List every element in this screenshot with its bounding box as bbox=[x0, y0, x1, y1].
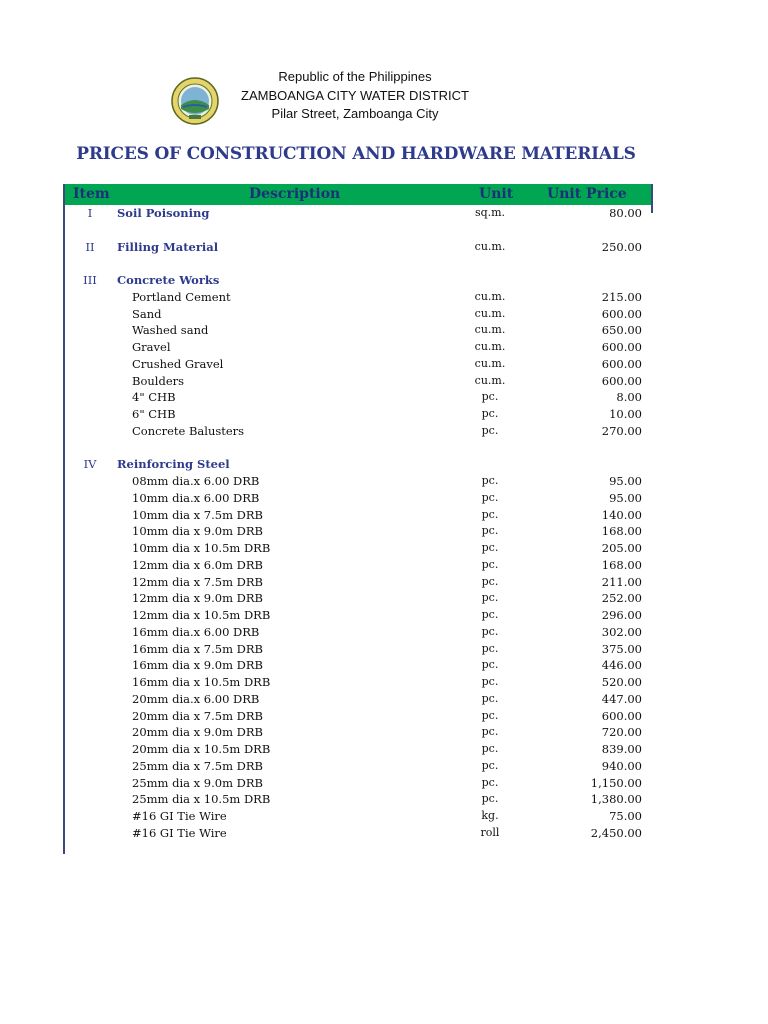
item-unit: pc. bbox=[481, 742, 499, 755]
item-description: Portland Cement bbox=[132, 289, 231, 304]
item-unit: cu.m. bbox=[474, 373, 506, 387]
item-number: II bbox=[85, 239, 95, 254]
item-price: 252.00 bbox=[601, 591, 642, 606]
header-description: Description bbox=[249, 186, 341, 202]
item-price: 215.00 bbox=[601, 289, 642, 304]
item-unit: pc. bbox=[481, 608, 499, 621]
item-description: 16mm dia x 9.0m DRB bbox=[132, 658, 263, 673]
item-description: Boulders bbox=[132, 373, 185, 388]
table-row bbox=[65, 825, 651, 842]
item-unit: pc. bbox=[481, 474, 499, 487]
table-row bbox=[65, 741, 651, 758]
item-description: 10mm dia x 10.5m DRB bbox=[132, 541, 271, 555]
item-price: 270.00 bbox=[601, 423, 642, 438]
item-description: 20mm dia.x 6.00 DRB bbox=[132, 691, 260, 706]
table-row bbox=[65, 557, 651, 574]
item-price: 600.00 bbox=[601, 356, 642, 371]
table-row bbox=[65, 322, 651, 339]
item-unit: pc. bbox=[481, 591, 499, 605]
item-unit: roll bbox=[480, 825, 500, 839]
header-unit: Unit bbox=[479, 186, 514, 202]
item-unit: pc. bbox=[481, 557, 499, 571]
header-unit-price: Unit Price bbox=[547, 186, 627, 202]
item-price: 600.00 bbox=[601, 708, 642, 723]
item-description: Filling Material bbox=[117, 239, 219, 254]
spacer-row bbox=[65, 440, 651, 457]
category-row bbox=[65, 456, 651, 473]
item-unit: cu.m. bbox=[474, 340, 506, 353]
table-row bbox=[65, 775, 651, 792]
item-description: 4" CHB bbox=[132, 390, 176, 405]
table-row bbox=[65, 691, 651, 708]
item-description: 20mm dia x 7.5m DRB bbox=[132, 708, 263, 723]
item-price: 600.00 bbox=[601, 373, 642, 388]
item-unit: pc. bbox=[481, 725, 499, 739]
price-table bbox=[63, 184, 651, 854]
letterhead bbox=[0, 68, 768, 128]
category-row bbox=[65, 239, 651, 256]
item-unit: pc. bbox=[481, 775, 499, 789]
item-price: 211.00 bbox=[601, 574, 642, 589]
table-row bbox=[65, 758, 651, 775]
item-description: 16mm dia x 7.5m DRB bbox=[132, 641, 263, 656]
item-unit: kg. bbox=[481, 809, 499, 822]
item-price: 600.00 bbox=[601, 340, 642, 354]
table-row bbox=[65, 574, 651, 591]
item-price: 95.00 bbox=[609, 490, 642, 505]
item-price: 95.00 bbox=[609, 474, 642, 488]
item-description: 25mm dia x 10.5m DRB bbox=[132, 792, 271, 807]
table-row bbox=[65, 473, 651, 490]
item-number: III bbox=[83, 273, 97, 287]
item-price: 1,150.00 bbox=[590, 775, 642, 790]
item-price: 140.00 bbox=[601, 507, 642, 522]
item-unit: pc. bbox=[481, 708, 499, 722]
item-description: 16mm dia x 10.5m DRB bbox=[132, 675, 271, 689]
item-price: 839.00 bbox=[601, 742, 642, 756]
table-row bbox=[65, 373, 651, 390]
item-price: 205.00 bbox=[601, 541, 642, 555]
item-description: Soil Poisoning bbox=[117, 206, 210, 220]
table-row bbox=[65, 724, 651, 741]
item-price: 940.00 bbox=[601, 758, 642, 773]
table-row bbox=[65, 406, 651, 423]
item-unit: pc. bbox=[481, 658, 499, 672]
item-unit: pc. bbox=[481, 624, 499, 638]
table-row bbox=[65, 423, 651, 440]
item-unit: pc. bbox=[481, 490, 499, 504]
item-unit: pc. bbox=[481, 641, 499, 655]
item-unit: sq.m. bbox=[474, 206, 506, 219]
table-right-border bbox=[651, 184, 653, 213]
item-description: Concrete Balusters bbox=[132, 423, 245, 438]
item-unit: pc. bbox=[481, 524, 499, 538]
item-description: 10mm dia x 9.0m DRB bbox=[132, 524, 263, 539]
category-row bbox=[65, 205, 651, 222]
item-description: Reinforcing Steel bbox=[117, 457, 230, 472]
item-price: 168.00 bbox=[601, 557, 642, 572]
table-row bbox=[65, 289, 651, 306]
item-description: #16 GI Tie Wire bbox=[132, 809, 227, 823]
item-price: 8.00 bbox=[616, 390, 642, 405]
item-description: 20mm dia x 10.5m DRB bbox=[132, 742, 271, 756]
item-description: 10mm dia.x 6.00 DRB bbox=[132, 490, 260, 505]
item-price: 720.00 bbox=[601, 725, 642, 740]
table-row bbox=[65, 356, 651, 373]
item-price: 2,450.00 bbox=[590, 825, 642, 840]
item-price: 375.00 bbox=[601, 641, 642, 656]
item-price: 168.00 bbox=[601, 524, 642, 539]
table-row bbox=[65, 791, 651, 808]
item-unit: cu.m. bbox=[474, 356, 506, 370]
table-row bbox=[65, 389, 651, 406]
item-price: 520.00 bbox=[601, 675, 642, 689]
item-description: Concrete Works bbox=[117, 273, 220, 287]
item-price: 10.00 bbox=[609, 407, 642, 421]
item-price: 250.00 bbox=[601, 239, 642, 254]
table-header bbox=[65, 184, 651, 205]
zcwd-seal-icon bbox=[171, 77, 219, 125]
table-row bbox=[65, 657, 651, 674]
table-body bbox=[65, 205, 651, 842]
item-description: 25mm dia x 9.0m DRB bbox=[132, 775, 263, 790]
item-unit: pc. bbox=[481, 675, 499, 688]
item-description: 25mm dia x 7.5m DRB bbox=[132, 758, 263, 773]
table-row bbox=[65, 708, 651, 725]
item-price: 446.00 bbox=[601, 658, 642, 673]
item-description: Crushed Gravel bbox=[132, 356, 224, 371]
table-row bbox=[65, 507, 651, 524]
item-price: 447.00 bbox=[601, 691, 642, 706]
item-unit: cu.m. bbox=[474, 239, 506, 253]
table-row bbox=[65, 306, 651, 323]
item-unit: pc. bbox=[481, 390, 499, 404]
table-row bbox=[65, 808, 651, 825]
item-description: 6" CHB bbox=[132, 407, 176, 421]
item-description: 16mm dia.x 6.00 DRB bbox=[132, 624, 260, 639]
item-unit: cu.m. bbox=[474, 289, 506, 303]
item-price: 600.00 bbox=[601, 306, 642, 321]
item-description: #16 GI Tie Wire bbox=[132, 825, 227, 840]
item-unit: pc. bbox=[481, 407, 499, 420]
item-unit: pc. bbox=[481, 541, 499, 554]
table-row bbox=[65, 624, 651, 641]
table-row bbox=[65, 641, 651, 658]
header-republic: Republic of the Philippines bbox=[278, 69, 432, 84]
table-row bbox=[65, 540, 651, 557]
item-description: 12mm dia x 10.5m DRB bbox=[132, 608, 271, 622]
item-unit: pc. bbox=[481, 691, 499, 705]
item-description: Washed sand bbox=[132, 323, 209, 338]
table-row bbox=[65, 607, 651, 624]
item-unit: pc. bbox=[481, 423, 499, 437]
item-unit: cu.m. bbox=[474, 306, 506, 320]
table-row bbox=[65, 490, 651, 507]
item-unit: pc. bbox=[481, 792, 499, 806]
item-description: 10mm dia x 7.5m DRB bbox=[132, 507, 263, 522]
item-description: 20mm dia x 9.0m DRB bbox=[132, 725, 263, 740]
table-row bbox=[65, 339, 651, 356]
header-agency: ZAMBOANGA CITY WATER DISTRICT bbox=[241, 87, 469, 103]
item-description: 12mm dia x 6.0m DRB bbox=[132, 557, 263, 572]
item-unit: pc. bbox=[481, 507, 499, 521]
item-number: IV bbox=[83, 457, 97, 472]
item-price: 75.00 bbox=[609, 809, 642, 823]
item-description: Sand bbox=[132, 306, 162, 321]
header-item: Item bbox=[73, 186, 110, 202]
item-price: 296.00 bbox=[601, 608, 642, 622]
item-price: 1,380.00 bbox=[590, 792, 642, 807]
item-unit: pc. bbox=[481, 758, 499, 772]
item-unit: cu.m. bbox=[474, 323, 506, 337]
item-price: 650.00 bbox=[601, 323, 642, 338]
item-description: 12mm dia x 7.5m DRB bbox=[132, 574, 263, 589]
table-row bbox=[65, 523, 651, 540]
table-row bbox=[65, 674, 651, 691]
item-description: 08mm dia.x 6.00 DRB bbox=[132, 474, 260, 488]
item-description: Gravel bbox=[132, 340, 171, 354]
table-row bbox=[65, 590, 651, 607]
spacer-row bbox=[65, 255, 651, 272]
item-price: 302.00 bbox=[601, 624, 642, 639]
spacer-row bbox=[65, 222, 651, 239]
header-address: Pilar Street, Zamboanga City bbox=[271, 106, 439, 121]
item-description: 12mm dia x 9.0m DRB bbox=[132, 591, 263, 606]
page-title: PRICES OF CONSTRUCTION AND HARDWARE MATERIALS bbox=[76, 144, 636, 164]
item-number: I bbox=[87, 206, 93, 220]
item-price: 80.00 bbox=[609, 206, 642, 220]
category-row bbox=[65, 272, 651, 289]
item-unit: pc. bbox=[481, 574, 499, 588]
